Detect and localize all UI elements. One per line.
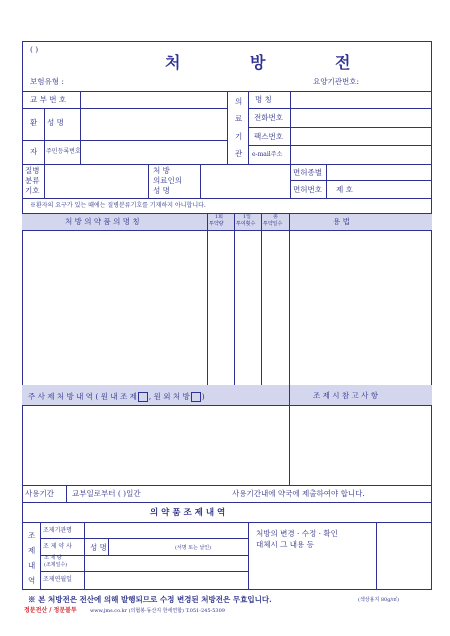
license-number-label: 면허번호	[293, 185, 322, 194]
drug-name-header: 처 방 의 약 품 의 명 칭	[65, 217, 140, 226]
prescriber-label-1: 처 방	[153, 166, 170, 175]
institution-fax-label: 팩스번호	[254, 132, 283, 141]
contact-info: www.jms.co.kr (의협봉·동산지 한세연합) T.051-245-5309	[90, 608, 225, 614]
pharmacist-label: 조 제 약 사	[43, 543, 72, 550]
serial-number: ( )	[30, 45, 39, 54]
paper-spec: (색상용지 80g/㎡)	[358, 597, 400, 603]
period-note: 사용기간내에 약국에 제출하여야 합니다.	[232, 489, 365, 498]
quantity-label-1: 조 제 량	[44, 555, 62, 561]
license-number-suffix: 제 호	[336, 185, 353, 194]
prescriber-label-2: 의료인의	[153, 176, 182, 185]
institution-phone-label: 전화번호	[254, 113, 283, 122]
injection-label: 주 사 제 처 방 내 역 ( 원 내 조 제	[28, 392, 137, 401]
dispensing-notes-header: 조 제 시 참 고 사 항	[313, 391, 379, 400]
period-from: 교부일로부터 ( )일간	[72, 489, 141, 498]
dispensing-side-4: 역	[28, 576, 36, 585]
institution-col-2: 료	[235, 114, 243, 123]
times-header-2: 투여횟수	[236, 221, 256, 227]
rrn-label: 주민등록번호	[46, 148, 81, 155]
injection-end: )	[201, 392, 205, 401]
days-header-1: 총	[273, 214, 278, 220]
footer-notice: ※ 본 처방전은 전산에 의해 발행되므로 수정 변경된 처방전은 무효입니다.	[28, 595, 272, 604]
patient-name-label: 성 명	[47, 118, 64, 127]
dose-header-1: 1회	[215, 214, 224, 220]
dispensing-title: 의 약 품 조 제 내 역	[150, 508, 226, 518]
period-label: 사용기간	[25, 489, 54, 498]
insurance-type-label: 보험유형 :	[30, 77, 64, 86]
institution-email-label: e-mail주소	[252, 151, 283, 158]
change-text-1: 처방의 변경 · 수정 · 확인	[256, 529, 338, 538]
patient-ja-label: 자	[30, 147, 38, 156]
institution-col-3: 기	[235, 132, 243, 141]
institution-col-4: 관	[235, 149, 243, 158]
prescriber-label-3: 성 명	[153, 186, 170, 195]
change-text-2: 대체시 그 내용 등	[256, 540, 314, 549]
brand-logo: 정문전산 / 정문볼투	[24, 607, 77, 614]
dose-header-2: 투약량	[209, 221, 224, 227]
license-type-label: 면허종별	[293, 168, 322, 177]
injection-mid: , 원 외 처 방	[148, 392, 190, 401]
dispensing-side-1: 조	[28, 531, 36, 540]
disease-label-1: 질병	[25, 166, 40, 175]
times-header-1: 1일	[243, 214, 252, 220]
institution-number-label: 요양기관번호:	[313, 77, 359, 86]
usage-header: 용 법	[333, 217, 350, 226]
dispensing-side-2: 제	[28, 546, 36, 555]
disease-label-2: 분류	[25, 176, 40, 185]
external-checkbox[interactable]	[191, 392, 201, 402]
grant-number-label: 교 부 번 호	[30, 95, 67, 104]
injection-header	[28, 392, 205, 402]
in-house-checkbox[interactable]	[138, 392, 148, 402]
dispensing-side-3: 내	[28, 561, 36, 570]
institution-col-1: 의	[235, 97, 243, 106]
pharmacist-name-label: 성 명	[90, 543, 107, 552]
patient-label: 환	[30, 118, 38, 127]
disease-code-notice: ※환자의 요구가 있는 때에는 질병분류기호를 기재하지 아니합니다.	[30, 202, 206, 209]
page-title: 처 방 전	[165, 53, 383, 72]
dispensing-date-label: 조제연월일	[43, 576, 72, 583]
pharmacy-name-label: 조제기관명	[43, 527, 72, 534]
disease-label-3: 기호	[25, 186, 40, 195]
institution-name-label: 명 칭	[255, 95, 272, 104]
sign-hint: (서명 또는 날인)	[175, 545, 212, 551]
days-header-2: 투약일수	[263, 221, 283, 227]
quantity-label-2: (조제일수)	[44, 562, 68, 568]
